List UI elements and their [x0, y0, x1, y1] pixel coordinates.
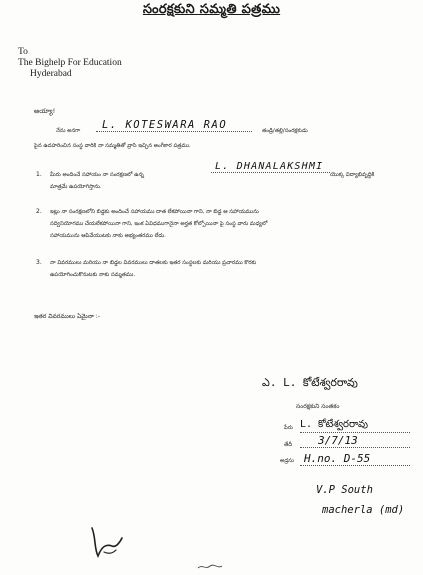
point-1-line1: మీరు అందించే సహాయం నా సంరక్షణలో ఉన్న: [50, 172, 144, 178]
address-org: The Bighelp For Education: [18, 58, 122, 68]
field-date-value: 3/7/13: [300, 434, 410, 448]
address-line-2: macherla (md): [322, 504, 405, 516]
field-name-label: పేరు: [284, 425, 293, 431]
signature-caption: సంరక్షకుని సంతకం: [296, 403, 340, 410]
point-2-line2: సద్వినియోగము చేయలేకపోయినా గాని, ఇంక ఏవిధముగానైనా అర్హత కోల్పోయినా పై సంస్థ వారు మధ్యలో: [50, 221, 268, 227]
field-date-label: తేదీ: [284, 442, 292, 448]
other-details-label: ఇతర వివరములు ఏమైనా :-: [34, 313, 100, 320]
intro-relation: తండ్రి/తల్లి/సంరక్షకుడు: [262, 128, 308, 134]
field-address-label: అడ్రసు: [280, 458, 294, 464]
student-name: L. DHANALAKSHMI: [211, 161, 330, 173]
guardian-signature: ఎ. L. కోటేశ్వరరావు: [262, 376, 358, 389]
point-1-number: 1.: [36, 171, 42, 178]
salutation: అయ్యా!: [34, 107, 56, 115]
point-3-line2: ఉపయోగించుకొనుటకు నాకు సమ్మతము.: [50, 272, 136, 278]
address-city: Hyderabad: [30, 69, 72, 79]
field-address-value: H.no. D-55: [300, 452, 410, 466]
point-2-line1: ఇట్లు నా సంరక్షణలోని బిడ్డకు అందించే సహాయము దాత లేకపోయినా గాని, నా బిడ్డ ఆ సహాయమును: [50, 209, 259, 215]
page-title: సంరక్షకుని సమ్మతి పత్రము: [142, 2, 281, 17]
address-to: To: [18, 47, 28, 57]
guardian-name: L. KOTESWARA RAO: [96, 119, 252, 132]
footer-scribble-icon: [196, 560, 226, 574]
signature-flourish-icon: [86, 524, 126, 564]
field-name-value: L. కోటేశ్వరరావు: [300, 418, 410, 433]
intro-line2: పైన ఉదహరించిన సంస్థ వారికి నా సమ్మతితో వ్రాసి ఇచ్చిన అంగీకార పత్రము.: [34, 143, 191, 149]
point-2-number: 2.: [36, 208, 42, 215]
address-line-1: V.P South: [316, 484, 373, 496]
intro-prefix: నేను అనగా: [56, 128, 81, 134]
point-3-number: 3.: [36, 259, 42, 266]
point-2-line3: సహాయమును ఆపివేయుటకు నాకు అభ్యంతరము లేదు.: [50, 233, 166, 239]
point-1-line2: మాత్రమే ఉపయోగిస్తాను.: [50, 184, 102, 190]
point-1-suffix: యొక్క విద్యాభివృద్ధికి: [330, 172, 375, 178]
point-3-line1: నా వివరములు మరియు నా బిడ్డల వివరములు దాతలకు ఇతర సంస్థలకు మరియు ప్రచారము కొరకు: [50, 260, 257, 266]
